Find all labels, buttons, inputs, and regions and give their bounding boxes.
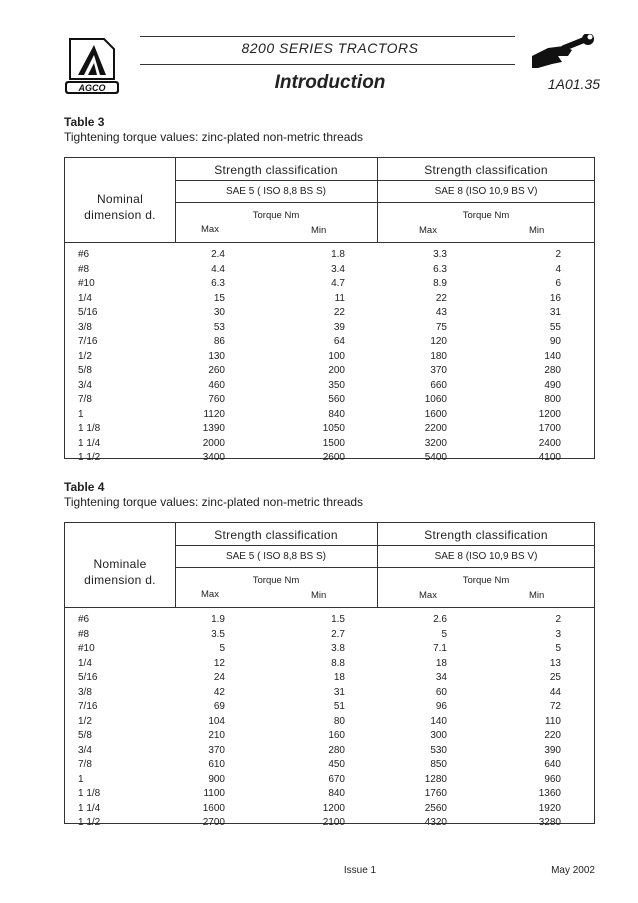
- table-cell: 3.4: [331, 263, 345, 275]
- max-label-a: Max: [201, 589, 219, 600]
- table-cell: 22: [435, 292, 447, 304]
- table-cell: 5: [219, 643, 225, 654]
- nominal-label: dimension d.: [84, 573, 156, 587]
- min-label-b: Min: [529, 590, 545, 601]
- torque-label-a: Torque Nm: [252, 210, 300, 221]
- table-cell: 12: [213, 657, 225, 669]
- table-cell: 7/16: [78, 701, 98, 712]
- table-divider: [65, 242, 594, 243]
- table-cell: 390: [544, 744, 561, 756]
- table-cell: 2: [555, 249, 561, 260]
- table-cell: 3.5: [211, 628, 225, 640]
- table-cell: 530: [430, 744, 447, 756]
- nominal-label: dimension d.: [84, 208, 156, 222]
- agco-logo-text: AGCO: [78, 83, 106, 93]
- header-rule-bottom: [140, 64, 515, 65]
- min-label-b: Min: [529, 225, 545, 236]
- table-cell: 53: [213, 321, 225, 333]
- table-cell: 1500: [322, 437, 345, 449]
- table-3-title: Table 3: [64, 115, 105, 129]
- grade-b: SAE 8 (ISO 10,9 BS V): [434, 186, 538, 197]
- table-cell: 560: [328, 394, 345, 405]
- table-cell: 4.4: [211, 263, 225, 275]
- min-label-a: Min: [311, 590, 327, 601]
- nominal-label: Nominale: [93, 557, 147, 571]
- table-cell: 1200: [538, 408, 561, 420]
- table-cell: 6: [555, 278, 561, 289]
- table-cell: 840: [328, 788, 345, 799]
- section-title: Introduction: [274, 72, 386, 93]
- table-cell: 370: [208, 744, 225, 756]
- table-divider: [175, 545, 595, 546]
- table-cell: 3: [555, 628, 561, 640]
- table-cell: 1600: [202, 802, 225, 814]
- dim-column: [78, 248, 100, 466]
- table-cell: 30: [213, 307, 225, 318]
- table-cell: 140: [544, 350, 561, 362]
- table-cell: 1100: [203, 788, 225, 799]
- table-cell: 1 1/8: [78, 788, 101, 799]
- table-cell: 300: [430, 730, 447, 741]
- torque-label-b: Torque Nm: [462, 210, 510, 221]
- nominal-label: Nominal: [96, 192, 144, 206]
- table-cell: 5/8: [78, 365, 92, 376]
- table-cell: 3/8: [78, 321, 92, 333]
- table-divider: [175, 567, 595, 568]
- table-cell: 16: [549, 292, 561, 304]
- table-cell: #8: [78, 628, 90, 640]
- sae5-max-column: [185, 248, 225, 466]
- table-cell: 800: [544, 394, 561, 405]
- table-cell: 2000: [202, 437, 225, 449]
- table-cell: 11: [334, 292, 345, 304]
- table-cell: 490: [544, 379, 561, 391]
- table-4-title: Table 4: [64, 480, 105, 494]
- table-cell: 4100: [538, 452, 561, 463]
- table-cell: 1 1/4: [78, 437, 101, 449]
- table-cell: 86: [213, 336, 225, 347]
- table-cell: 7/16: [78, 336, 98, 347]
- table-cell: 55: [549, 321, 561, 333]
- table-cell: 2100: [322, 817, 345, 828]
- table-cell: 960: [544, 773, 561, 785]
- table-cell: 140: [430, 715, 447, 727]
- grade-b: SAE 8 (ISO 10,9 BS V): [434, 551, 538, 562]
- table-cell: 3/8: [78, 686, 92, 698]
- table-cell: 6.3: [433, 263, 447, 275]
- table-cell: #6: [78, 249, 90, 260]
- table-cell: 160: [328, 730, 345, 741]
- table-cell: 900: [208, 773, 225, 785]
- torque-label-b: Torque Nm: [462, 575, 510, 586]
- table-cell: 60: [435, 686, 447, 698]
- table-cell: 1.5: [331, 614, 345, 625]
- table-cell: 1.8: [331, 249, 345, 260]
- table-cell: 100: [328, 350, 345, 362]
- table-4-subtitle: Tightening torque values: zinc-plated non-metric threads: [64, 495, 364, 509]
- table-divider: [65, 607, 594, 608]
- table-cell: 1 1/4: [78, 802, 101, 814]
- table-cell: 640: [544, 759, 561, 770]
- table-cell: 200: [328, 365, 345, 376]
- table-cell: 2400: [538, 437, 561, 449]
- table-4: [64, 522, 595, 828]
- table-cell: 1/4: [78, 292, 92, 304]
- min-label-a: Min: [311, 225, 327, 236]
- table-3-subtitle: Tightening torque values: zinc-plated non-metric threads: [64, 130, 364, 144]
- table-cell: 42: [213, 686, 225, 698]
- table-cell: 3.3: [433, 249, 447, 260]
- table-cell: 3/4: [78, 744, 92, 756]
- torque-label-a: Torque Nm: [252, 575, 300, 586]
- table-cell: 1: [78, 408, 84, 420]
- table-cell: 610: [208, 759, 225, 770]
- table-cell: 25: [549, 672, 561, 683]
- table-cell: 450: [328, 759, 345, 770]
- table-cell: 3280: [538, 817, 561, 828]
- table-cell: 7/8: [78, 394, 92, 405]
- issue-date: May 2002: [551, 865, 595, 876]
- table-cell: 5/8: [78, 730, 92, 741]
- table-cell: 5/16: [78, 307, 98, 318]
- table-cell: 460: [208, 379, 225, 391]
- table-cell: 44: [549, 686, 561, 698]
- table-cell: 120: [430, 336, 447, 347]
- max-label-b: Max: [419, 590, 437, 601]
- table-cell: 130: [208, 350, 225, 362]
- table-cell: 1700: [538, 423, 561, 434]
- table-cell: 1360: [538, 788, 561, 799]
- table-cell: 1390: [202, 423, 225, 434]
- table-cell: 3/4: [78, 379, 92, 391]
- table-cell: 1600: [424, 408, 447, 420]
- table-cell: 90: [549, 336, 561, 347]
- table-cell: 2200: [424, 423, 447, 434]
- grade-a: SAE 5 ( ISO 8,8 BS S): [225, 186, 327, 197]
- table-cell: 260: [208, 365, 225, 376]
- table-cell: 1: [78, 773, 84, 785]
- table-cell: 2.4: [211, 249, 225, 260]
- table-cell: 1/4: [78, 657, 92, 669]
- table-cell: 1200: [322, 802, 345, 814]
- table-cell: 2700: [202, 817, 225, 828]
- table-cell: 2: [555, 614, 561, 625]
- table-cell: 43: [435, 307, 447, 318]
- table-cell: 1/2: [78, 715, 92, 727]
- table-cell: 104: [208, 715, 225, 727]
- table-cell: 210: [208, 730, 225, 741]
- strength-classification-b: Strength classification: [424, 163, 548, 177]
- table-cell: 4.7: [331, 278, 345, 289]
- table-cell: 4320: [424, 817, 447, 828]
- table-cell: 24: [213, 672, 225, 683]
- table-cell: 31: [333, 686, 345, 698]
- table-cell: #10: [78, 643, 95, 654]
- sae8-max-column: [403, 613, 447, 831]
- header-rule-top: [140, 36, 515, 37]
- strength-classification-a: Strength classification: [214, 163, 338, 177]
- table-cell: 1 1/8: [78, 423, 101, 434]
- table-cell: 1120: [203, 408, 225, 420]
- table-cell: 18: [333, 672, 345, 683]
- table-cell: 1.9: [211, 614, 225, 625]
- table-cell: 18: [435, 657, 447, 669]
- series-title: 8200 SERIES TRACTORS: [241, 40, 419, 56]
- table-cell: 22: [333, 307, 345, 318]
- table-cell: 370: [430, 365, 447, 376]
- table-cell: 8.9: [433, 278, 447, 289]
- table-cell: 5/16: [78, 672, 98, 683]
- table-cell: 15: [213, 292, 225, 304]
- table-cell: 6.3: [211, 278, 225, 289]
- table-cell: 3400: [202, 452, 225, 463]
- sae5-max-column: [185, 613, 225, 831]
- table-cell: 850: [430, 759, 447, 770]
- page-code: 1A01.35: [547, 76, 600, 92]
- sae8-max-column: [403, 248, 447, 466]
- table-cell: 96: [435, 701, 447, 712]
- max-label-b: Max: [419, 225, 437, 236]
- table-cell: 80: [333, 715, 345, 727]
- dim-column: [78, 613, 100, 831]
- max-label-a: Max: [201, 224, 219, 235]
- grade-a: SAE 5 ( ISO 8,8 BS S): [225, 551, 327, 562]
- table-cell: 1060: [424, 394, 447, 405]
- table-cell: 280: [544, 365, 561, 376]
- table-cell: 180: [430, 350, 447, 362]
- table-cell: 1050: [322, 423, 345, 434]
- table-cell: 670: [328, 773, 345, 785]
- sae5-min-column: [305, 248, 345, 466]
- table-cell: 280: [328, 744, 345, 756]
- table-divider: [175, 202, 595, 203]
- table-divider: [175, 180, 595, 181]
- table-cell: 1920: [538, 802, 561, 814]
- table-cell: 1/2: [78, 350, 92, 362]
- table-cell: 220: [544, 730, 561, 741]
- agco-logo: [64, 35, 120, 95]
- issue-label: Issue 1: [343, 865, 377, 876]
- strength-classification-b: Strength classification: [424, 528, 548, 542]
- table-cell: 5: [441, 628, 447, 640]
- table-cell: 39: [333, 321, 345, 333]
- table-cell: 51: [333, 701, 345, 712]
- table-cell: 5400: [424, 452, 447, 463]
- table-cell: 2.6: [433, 614, 447, 625]
- table-cell: 110: [545, 715, 561, 727]
- wrench-hand-icon: [528, 34, 596, 74]
- table-cell: 7/8: [78, 759, 92, 770]
- table-cell: 760: [208, 394, 225, 405]
- table-cell: 3200: [424, 437, 447, 449]
- table-cell: 660: [430, 379, 447, 391]
- table-cell: #6: [78, 614, 90, 625]
- table-cell: 31: [549, 307, 561, 318]
- table-cell: #8: [78, 263, 90, 275]
- table-cell: 7.1: [433, 643, 447, 654]
- sae8-min-column: [515, 248, 561, 466]
- table-cell: 1 1/2: [78, 452, 101, 463]
- table-cell: 1280: [424, 773, 447, 785]
- table-cell: 8.8: [331, 657, 345, 669]
- table-cell: 34: [435, 672, 447, 683]
- table-cell: 3.8: [331, 643, 345, 654]
- table-cell: 64: [333, 336, 345, 347]
- table-cell: 2560: [424, 802, 447, 814]
- sae8-min-column: [515, 613, 561, 831]
- table-cell: 1760: [424, 788, 447, 799]
- table-3: [64, 157, 595, 463]
- table-cell: 1 1/2: [78, 817, 101, 828]
- table-cell: 5: [555, 643, 561, 654]
- table-cell: 72: [549, 701, 561, 712]
- table-cell: 69: [213, 701, 225, 712]
- table-cell: #10: [78, 278, 95, 289]
- strength-classification-a: Strength classification: [214, 528, 338, 542]
- table-cell: 75: [435, 321, 447, 333]
- table-cell: 350: [328, 379, 345, 391]
- table-cell: 840: [328, 408, 345, 420]
- table-cell: 4: [555, 263, 561, 275]
- sae5-min-column: [305, 613, 345, 831]
- table-cell: 2600: [322, 452, 345, 463]
- table-cell: 13: [549, 657, 561, 669]
- table-cell: 2.7: [331, 628, 345, 640]
